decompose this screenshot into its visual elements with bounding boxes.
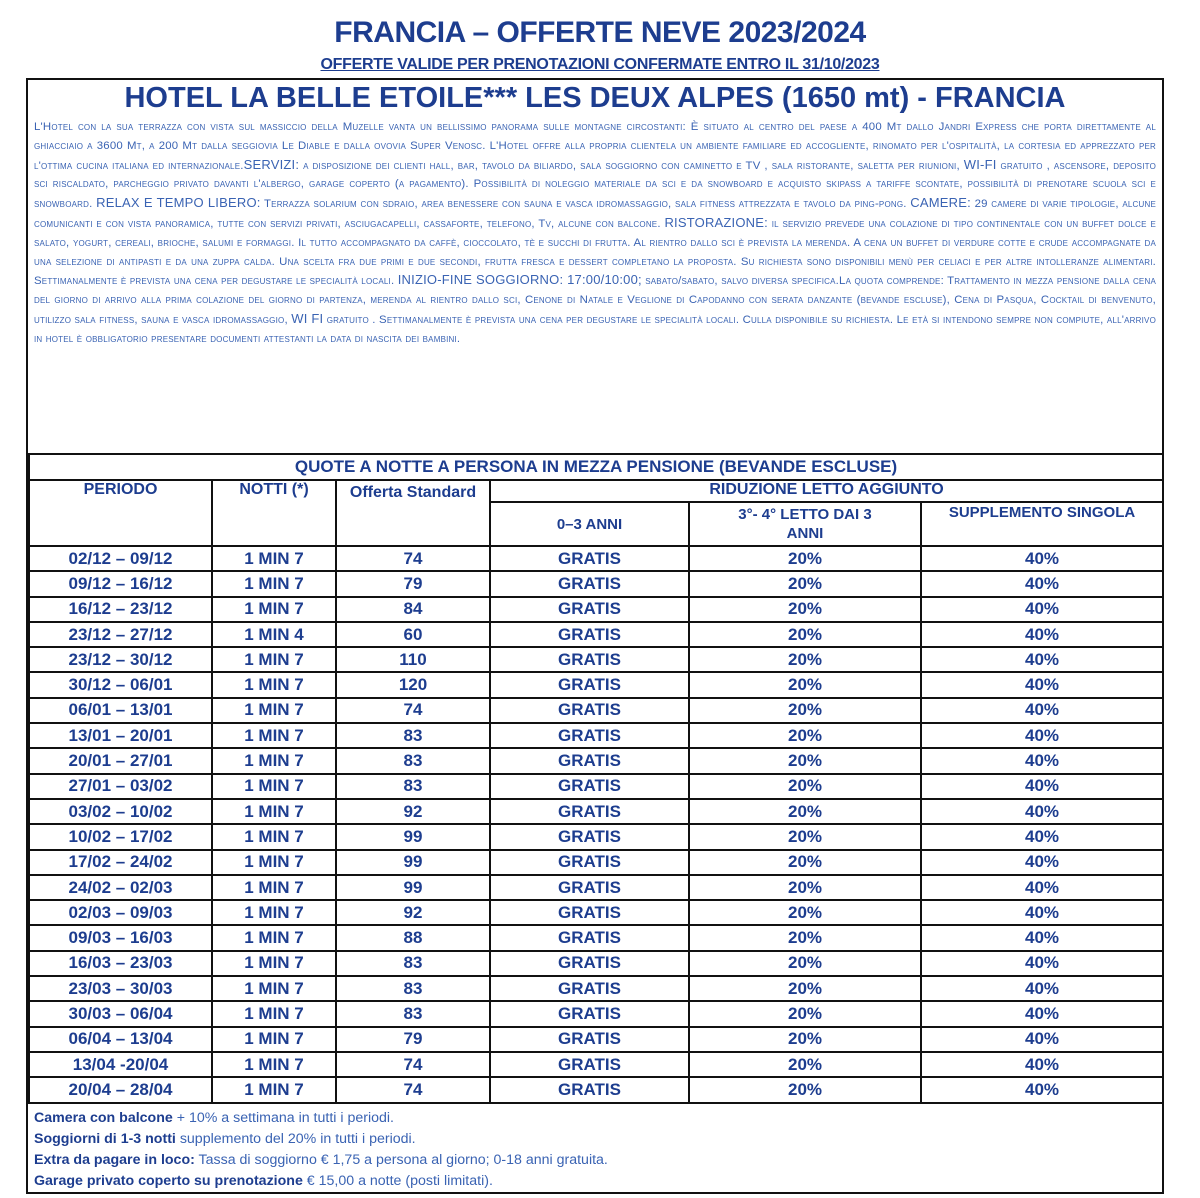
table-row <box>29 1027 1163 1052</box>
cell-notti: 1 MIN 7 <box>212 597 336 622</box>
cell-periodo: 23/12 – 27/12 <box>29 622 212 647</box>
cell-notti: 1 MIN 7 <box>212 1052 336 1077</box>
table-row <box>29 1052 1163 1077</box>
cell-anni03: GRATIS <box>490 1052 689 1077</box>
cell-periodo: 13/01 – 20/01 <box>29 723 212 748</box>
table-row <box>29 900 1163 925</box>
cell-singola: 40% <box>921 976 1163 1001</box>
description-text: il servizio prevede una colazione di tipo continentale con un buffet dolce e salato, yogurt, cereali, brioche, salumi e formaggi. Il tutto accompagnato da caffè, cioccolato, tè e succhi di frutta. Al rientro dallo sci è prevista la merenda. A cena un buffet di verdure cotte e crude accompagnate da una selezione di antipasti e da una zuppa calda. Una scelta fra due primi e due secondi, frutta fresca e dessert completano la proposta. Su richiesta sono disponibili menù per celiaci e per altre intolleranze alimentari. Settimanalmente è prevista una cena per degustare le specialità locali. <box>34 217 1156 288</box>
cell-anni03: GRATIS <box>490 951 689 976</box>
cell-anni03: GRATIS <box>490 723 689 748</box>
description-text: 29 camere di varie tipologie, alcune comunicanti e con vista panoramica, tutte con servizi privati, asciugacapelli, cassaforte, telefono, Tv, alcune con balcone. <box>34 198 1156 230</box>
cell-singola: 40% <box>921 875 1163 900</box>
note-line <box>34 1150 608 1171</box>
header-riduzione: RIDUZIONE LETTO AGGIUNTO <box>490 480 1163 502</box>
header-periodo: PERIODO <box>29 480 212 546</box>
cell-periodo: 17/02 – 24/02 <box>29 850 212 875</box>
cell-anni03: GRATIS <box>490 774 689 799</box>
cell-anni03: GRATIS <box>490 546 689 571</box>
note-text: supplemento del 20% in tutti i periodi. <box>175 1131 416 1147</box>
cell-notti: 1 MIN 7 <box>212 698 336 723</box>
cell-offerta: 83 <box>336 723 490 748</box>
table-row <box>29 1077 1163 1102</box>
cell-notti: 1 MIN 7 <box>212 875 336 900</box>
description-text: L'Hotel con la sua terrazza con vista sul massiccio della Muzelle vanta un bellissimo panorama sulle montagne circostanti: È situato al centro del paese a 400 Mt dallo Jandri Express che porta direttamente al ghiacciaio a 3600 Mt, a 200 Mt dalla seggiovia Le Diable e dalla ovovia Super Venosc. L'Hotel offre alla propria clientela un ambiente familiare ed accogliente, rinomato per l'ospitalità, la cortesia ed apprezzato per l'ottima cucina italiana ed internazionale. <box>34 121 1156 172</box>
cell-anni03: GRATIS <box>490 799 689 824</box>
cell-offerta: 99 <box>336 875 490 900</box>
cell-singola: 40% <box>921 647 1163 672</box>
cell-letto34: 20% <box>689 976 921 1001</box>
cell-periodo: 16/03 – 23/03 <box>29 951 212 976</box>
cell-notti: 1 MIN 7 <box>212 723 336 748</box>
cell-singola: 40% <box>921 723 1163 748</box>
cell-letto34: 20% <box>689 698 921 723</box>
description-text: gratuito , ascensore, deposito sci riscaldato, parcheggio privato davanti l'albergo, garage coperto (a pagamento). Possibilità di noleggio materiale da sci e da snowboard e acquisto skipass a tariffe scontate, possibilità di prenotare scuola sci e snowboard. <box>34 159 1156 211</box>
cell-offerta: 74 <box>336 1077 490 1102</box>
cell-notti: 1 MIN 7 <box>212 1077 336 1102</box>
table-row <box>29 925 1163 950</box>
cell-singola: 40% <box>921 774 1163 799</box>
header-offerta: Offerta Standard <box>336 480 490 546</box>
page-title: FRANCIA – OFFERTE NEVE 2023/2024 <box>334 16 866 49</box>
description-keyword: WI FI <box>291 310 324 326</box>
cell-singola: 40% <box>921 1027 1163 1052</box>
description-text: sabato/sabato, salvo diversa specifica.La quota comprende: Trattamento in mezza pensione dalla cena del giorno di arrivo alla prima colazione del giorno di partenza, merenda al rientro dallo sci, Cenone di Natale e Veglione di Capodanno con serata danzante (bevande escluse), Cena di Pasqua, Cocktail di benvenuto, utilizzo sala fitness, sauna e vasca idromassaggio, <box>34 275 1156 326</box>
description-keyword: WI-FI <box>963 156 997 172</box>
cell-notti: 1 MIN 7 <box>212 900 336 925</box>
description-text: gratuito . Settimanalmente è prevista una cena per degustare le specialità locali. Culla disponibile su richiesta. Le età si intendono sempre non compiute, all'arrivo in hotel è obbligatorio presentare documenti attestanti la data di nascita dei bambini. <box>34 313 1156 345</box>
description-text: a disposizione dei clienti hall, bar, tavolo da biliardo, sala soggiorno con caminetto e TV , sala ristorante, saletta per riunioni, <box>299 159 964 172</box>
table-row <box>29 748 1163 773</box>
cell-periodo: 24/02 – 02/03 <box>29 875 212 900</box>
cell-periodo: 20/04 – 28/04 <box>29 1077 212 1102</box>
cell-periodo: 23/03 – 30/03 <box>29 976 212 1001</box>
cell-anni03: GRATIS <box>490 698 689 723</box>
cell-singola: 40% <box>921 850 1163 875</box>
note-line <box>34 1171 608 1192</box>
table-row <box>29 723 1163 748</box>
note-text: + 10% a settimana in tutti i periodi. <box>172 1110 394 1126</box>
cell-anni03: GRATIS <box>490 647 689 672</box>
cell-anni03: GRATIS <box>490 748 689 773</box>
cell-offerta: 88 <box>336 925 490 950</box>
cell-singola: 40% <box>921 672 1163 697</box>
cell-periodo: 06/01 – 13/01 <box>29 698 212 723</box>
cell-letto34: 20% <box>689 1052 921 1077</box>
cell-singola: 40% <box>921 799 1163 824</box>
cell-letto34: 20% <box>689 672 921 697</box>
cell-singola: 40% <box>921 546 1163 571</box>
page-subtitle: OFFERTE VALIDE PER PRENOTAZIONI CONFERMATE ENTRO IL 31/10/2023 <box>320 56 880 73</box>
header-0-3-anni: 0–3 ANNI <box>490 502 689 546</box>
cell-notti: 1 MIN 7 <box>212 925 336 950</box>
cell-singola: 40% <box>921 925 1163 950</box>
hotel-name: HOTEL LA BELLE ETOILE*** LES DEUX ALPES (1650 mt) - FRANCIA <box>124 82 1066 114</box>
cell-letto34: 20% <box>689 799 921 824</box>
hotel-description <box>34 118 1156 349</box>
description-keyword: SERVIZI: <box>243 156 300 172</box>
cell-offerta: 74 <box>336 1052 490 1077</box>
table-row <box>29 622 1163 647</box>
cell-anni03: GRATIS <box>490 622 689 647</box>
cell-letto34: 20% <box>689 597 921 622</box>
rates-table <box>28 453 1164 1104</box>
cell-letto34: 20% <box>689 723 921 748</box>
cell-anni03: GRATIS <box>490 1027 689 1052</box>
cell-periodo: 20/01 – 27/01 <box>29 748 212 773</box>
cell-letto34: 20% <box>689 951 921 976</box>
cell-notti: 1 MIN 7 <box>212 976 336 1001</box>
cell-periodo: 30/03 – 06/04 <box>29 1001 212 1026</box>
cell-offerta: 120 <box>336 672 490 697</box>
note-keyword: Soggiorni di 1-3 notti <box>34 1131 176 1147</box>
cell-singola: 40% <box>921 571 1163 596</box>
cell-anni03: GRATIS <box>490 571 689 596</box>
cell-notti: 1 MIN 7 <box>212 1027 336 1052</box>
cell-anni03: GRATIS <box>490 976 689 1001</box>
cell-singola: 40% <box>921 824 1163 849</box>
cell-offerta: 79 <box>336 571 490 596</box>
note-keyword: Extra da pagare in loco: <box>34 1152 195 1168</box>
table-row <box>29 799 1163 824</box>
header-3-4-letto: 3°- 4° LETTO DAI 3 ANNI <box>689 502 921 546</box>
cell-anni03: GRATIS <box>490 900 689 925</box>
cell-singola: 40% <box>921 1001 1163 1026</box>
cell-notti: 1 MIN 7 <box>212 774 336 799</box>
note-keyword: Camera con balcone <box>34 1110 173 1126</box>
cell-anni03: GRATIS <box>490 850 689 875</box>
cell-offerta: 84 <box>336 597 490 622</box>
cell-anni03: GRATIS <box>490 875 689 900</box>
header-notti: NOTTI (*) <box>212 480 336 546</box>
cell-singola: 40% <box>921 900 1163 925</box>
cell-offerta: 74 <box>336 546 490 571</box>
notes-section <box>34 1108 608 1192</box>
cell-offerta: 99 <box>336 824 490 849</box>
cell-periodo: 13/04 -20/04 <box>29 1052 212 1077</box>
cell-letto34: 20% <box>689 1027 921 1052</box>
description-keyword: CAMERE: <box>910 195 971 211</box>
cell-notti: 1 MIN 7 <box>212 672 336 697</box>
cell-singola: 40% <box>921 698 1163 723</box>
note-text: Tassa di soggiorno € 1,75 a persona al giorno; 0-18 anni gratuita. <box>194 1152 608 1168</box>
cell-singola: 40% <box>921 748 1163 773</box>
cell-notti: 1 MIN 7 <box>212 571 336 596</box>
table-row <box>29 1001 1163 1026</box>
cell-offerta: 99 <box>336 850 490 875</box>
cell-periodo: 09/03 – 16/03 <box>29 925 212 950</box>
cell-letto34: 20% <box>689 546 921 571</box>
cell-offerta: 60 <box>336 622 490 647</box>
cell-notti: 1 MIN 7 <box>212 647 336 672</box>
cell-letto34: 20% <box>689 774 921 799</box>
cell-anni03: GRATIS <box>490 1077 689 1102</box>
cell-anni03: GRATIS <box>490 597 689 622</box>
table-row <box>29 672 1163 697</box>
cell-offerta: 83 <box>336 976 490 1001</box>
cell-notti: 1 MIN 7 <box>212 799 336 824</box>
cell-offerta: 92 <box>336 900 490 925</box>
cell-singola: 40% <box>921 622 1163 647</box>
cell-letto34: 20% <box>689 900 921 925</box>
description-keyword: RELAX E TEMPO LIBERO: <box>96 195 261 211</box>
cell-notti: 1 MIN 7 <box>212 1001 336 1026</box>
cell-letto34: 20% <box>689 571 921 596</box>
cell-periodo: 02/03 – 09/03 <box>29 900 212 925</box>
cell-periodo: 27/01 – 03/02 <box>29 774 212 799</box>
cell-notti: 1 MIN 7 <box>212 546 336 571</box>
note-text: € 15,00 a notte (posti limitati). <box>302 1173 493 1189</box>
cell-letto34: 20% <box>689 622 921 647</box>
cell-offerta: 83 <box>336 951 490 976</box>
description-text: Terrazza solarium con sdraio, area benessere con sauna e vasca idromassaggio, sala fitness attrezzata e tavolo da ping-pong. <box>260 198 911 211</box>
cell-offerta: 74 <box>336 698 490 723</box>
cell-letto34: 20% <box>689 850 921 875</box>
cell-periodo: 06/04 – 13/04 <box>29 1027 212 1052</box>
cell-letto34: 20% <box>689 1001 921 1026</box>
cell-singola: 40% <box>921 597 1163 622</box>
table-row <box>29 597 1163 622</box>
cell-offerta: 79 <box>336 1027 490 1052</box>
note-line <box>34 1108 608 1129</box>
cell-periodo: 02/12 – 09/12 <box>29 546 212 571</box>
cell-notti: 1 MIN 7 <box>212 824 336 849</box>
offer-box <box>26 78 1164 1194</box>
cell-notti: 1 MIN 7 <box>212 748 336 773</box>
cell-periodo: 16/12 – 23/12 <box>29 597 212 622</box>
cell-anni03: GRATIS <box>490 672 689 697</box>
table-row <box>29 571 1163 596</box>
cell-periodo: 10/02 – 17/02 <box>29 824 212 849</box>
table-row <box>29 850 1163 875</box>
cell-offerta: 83 <box>336 1001 490 1026</box>
cell-letto34: 20% <box>689 748 921 773</box>
cell-offerta: 83 <box>336 774 490 799</box>
note-keyword: Garage privato coperto su prenotazione <box>34 1173 303 1189</box>
cell-letto34: 20% <box>689 1077 921 1102</box>
cell-letto34: 20% <box>689 925 921 950</box>
cell-anni03: GRATIS <box>490 1001 689 1026</box>
cell-singola: 40% <box>921 1077 1163 1102</box>
table-caption: QUOTE A NOTTE A PERSONA IN MEZZA PENSIONE (BEVANDE ESCLUSE) <box>29 454 1163 480</box>
cell-letto34: 20% <box>689 824 921 849</box>
cell-letto34: 20% <box>689 647 921 672</box>
cell-notti: 1 MIN 4 <box>212 622 336 647</box>
cell-periodo: 09/12 – 16/12 <box>29 571 212 596</box>
cell-periodo: 23/12 – 30/12 <box>29 647 212 672</box>
cell-periodo: 03/02 – 10/02 <box>29 799 212 824</box>
header-supplemento-singola: SUPPLEMENTO SINGOLA <box>921 502 1163 546</box>
note-line <box>34 1129 608 1150</box>
cell-offerta: 110 <box>336 647 490 672</box>
table-row <box>29 774 1163 799</box>
table-row <box>29 698 1163 723</box>
cell-anni03: GRATIS <box>490 824 689 849</box>
table-row <box>29 951 1163 976</box>
cell-notti: 1 MIN 7 <box>212 951 336 976</box>
cell-anni03: GRATIS <box>490 925 689 950</box>
cell-singola: 40% <box>921 1052 1163 1077</box>
table-row <box>29 976 1163 1001</box>
description-keyword: RISTORAZIONE: <box>664 214 768 230</box>
cell-notti: 1 MIN 7 <box>212 850 336 875</box>
cell-offerta: 92 <box>336 799 490 824</box>
table-row <box>29 875 1163 900</box>
cell-letto34: 20% <box>689 875 921 900</box>
table-row <box>29 546 1163 571</box>
description-keyword: INIZIO-FINE SOGGIORNO: 17:00/10:00; <box>397 272 642 288</box>
table-row <box>29 647 1163 672</box>
cell-periodo: 30/12 – 06/01 <box>29 672 212 697</box>
table-row <box>29 824 1163 849</box>
cell-offerta: 83 <box>336 748 490 773</box>
cell-singola: 40% <box>921 951 1163 976</box>
